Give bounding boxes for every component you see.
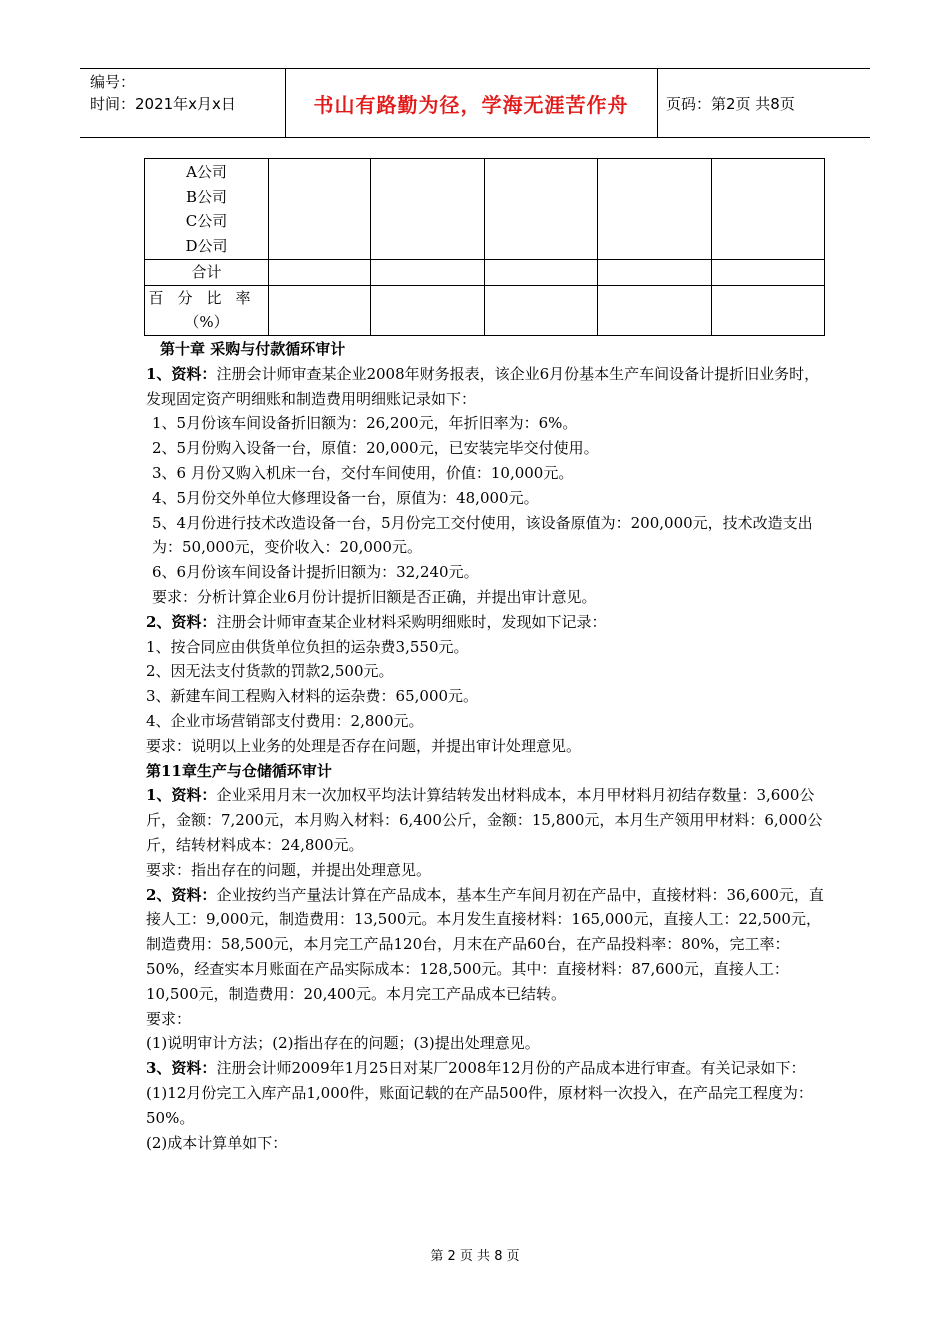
list-item: (2)成本计算单如下： bbox=[146, 1133, 288, 1152]
chapter-title: 第十章 采购与付款循环审计 bbox=[160, 340, 346, 358]
table-cell bbox=[485, 159, 598, 260]
list-item: 3、6 月份又购入机床一台，交付车间使用，价值：10,000元。 bbox=[152, 463, 574, 482]
question-paragraph bbox=[146, 783, 826, 857]
question-paragraph bbox=[146, 362, 826, 412]
table-cell bbox=[712, 159, 825, 260]
chapter-title: 第11章生产与仓储循环审计 bbox=[146, 761, 332, 780]
table-cell bbox=[269, 260, 371, 286]
list-item: 4、5月份交外单位大修理设备一台，原值为：48,000元。 bbox=[152, 488, 539, 507]
question-text: 注册会计师审查某企业材料采购明细账时，发现如下记录： bbox=[216, 612, 607, 631]
percent-unit: （%） bbox=[184, 313, 229, 331]
total-label: 合计 bbox=[145, 260, 269, 286]
table-cell bbox=[269, 285, 371, 335]
page-header bbox=[80, 68, 870, 138]
question-text: 企业采用月末一次加权平均法计算结转发出材料成本，本月甲材料月初结存数量：3,600公斤，金额：7,200元，本月购入材料：6,400公斤，金额：15,800元，本月生产领用甲材料：6,000公斤，结转材料成本：24,800元。 bbox=[146, 786, 823, 854]
list-item: 1、按合同应由供货单位负担的运杂费3,550元。 bbox=[146, 637, 469, 656]
requirement: 要求：说明以上业务的处理是否存在问题，并提出审计处理意见。 bbox=[146, 736, 582, 755]
company-name: A公司 bbox=[186, 163, 227, 181]
table-cell bbox=[598, 159, 712, 260]
header-page-info: 页码：第2页 共8页 bbox=[666, 94, 795, 113]
list-item: 3、新建车间工程购入材料的运杂费：65,000元。 bbox=[146, 687, 479, 706]
question-paragraph bbox=[146, 883, 826, 1007]
company-name: D公司 bbox=[185, 236, 228, 255]
question-number: 2、资料： bbox=[146, 612, 217, 631]
table-cell bbox=[269, 159, 371, 260]
header-divider bbox=[657, 69, 658, 137]
document-time: 时间：2021年x月x日 bbox=[90, 95, 236, 113]
question-number: 1、资料： bbox=[146, 364, 217, 383]
requirement-label: 要求： bbox=[146, 1009, 192, 1028]
company-list-cell bbox=[145, 159, 269, 260]
question-number: 2、资料： bbox=[146, 885, 217, 904]
table-cell bbox=[712, 260, 825, 286]
list-item: (1)12月份完工入库产品1,000件，账面记载的在产品500件，原材料一次投入，在产品完工程度为：50%。 bbox=[146, 1083, 813, 1127]
question-text: 企业按约当产量法计算在产品成本，基本生产车间月初在产品中，直接材料：36,600元，直接人工：9,000元，制造费用：13,500元。本月发生直接材料：165,000元，直接人工：22,500元，制造费用：58,500元，本月完工产品120台，月末在产品60台，在产品投料率：80%，完工率：50%，经查实本月账面在产品实际成本：128,500元。其中：直接材料：87,600元，直接人工：10,500元，制造费用：20,400元。本月完工产品成本已结转。 bbox=[146, 885, 824, 1003]
table-cell bbox=[371, 159, 485, 260]
question-number: 1、资料： bbox=[146, 786, 217, 805]
main-content bbox=[146, 337, 826, 1155]
list-item: 1、5月份该车间设备折旧额为：26,200元，年折旧率为：6%。 bbox=[152, 414, 578, 433]
requirement: 要求：分析计算企业6月份计提折旧额是否正确，并提出审计意见。 bbox=[152, 587, 597, 606]
list-item: 6、6月份该车间设备计提折旧额为：32,240元。 bbox=[152, 563, 479, 582]
requirement: (1)说明审计方法；(2)指出存在的问题；(3)提出处理意见。 bbox=[146, 1034, 540, 1053]
list-item: 5、4月份进行技术改造设备一台，5月份完工交付使用，该设备原值为：200,000元，技术改造支出为：50,000元，变价收入：20,000元。 bbox=[152, 513, 813, 557]
question-number: 3、资料： bbox=[146, 1059, 217, 1078]
company-name: B公司 bbox=[185, 187, 228, 206]
percent-label: 百分比率 bbox=[148, 289, 265, 307]
table-cell bbox=[598, 260, 712, 286]
table-cell bbox=[598, 285, 712, 335]
table-cell bbox=[485, 260, 598, 286]
list-item: 4、企业市场营销部支付费用：2,800元。 bbox=[146, 711, 424, 730]
list-item: 2、5月份购入设备一台，原值：20,000元，已安装完毕交付使用。 bbox=[152, 439, 599, 458]
table-cell bbox=[485, 285, 598, 335]
document-number: 编号： bbox=[90, 73, 136, 91]
company-table bbox=[144, 158, 825, 336]
requirement: 要求：指出存在的问题，并提出处理意见。 bbox=[146, 860, 432, 879]
header-motto: 书山有路勤为径，学海无涯苦作舟 bbox=[313, 92, 629, 117]
question-text: 注册会计师2009年1月25日对某厂2008年12月份的产品成本进行审查。有关记录如下： bbox=[216, 1059, 806, 1078]
list-item: 2、因无法支付货款的罚款2,500元。 bbox=[146, 662, 394, 681]
question-text: 注册会计师审查某企业2008年财务报表，该企业6月份基本生产车间设备计提折旧业务时，发现固定资产明细账和制造费用明细账记录如下： bbox=[146, 364, 820, 408]
company-name: C公司 bbox=[185, 212, 228, 230]
question-paragraph bbox=[146, 610, 826, 635]
table-cell bbox=[712, 285, 825, 335]
table-cell bbox=[371, 285, 485, 335]
page-footer: 第 2 页 共 8 页 bbox=[430, 1249, 520, 1264]
question-paragraph bbox=[146, 1056, 826, 1081]
table-cell bbox=[371, 260, 485, 286]
percent-label-cell bbox=[145, 285, 269, 335]
header-meta bbox=[90, 71, 236, 115]
